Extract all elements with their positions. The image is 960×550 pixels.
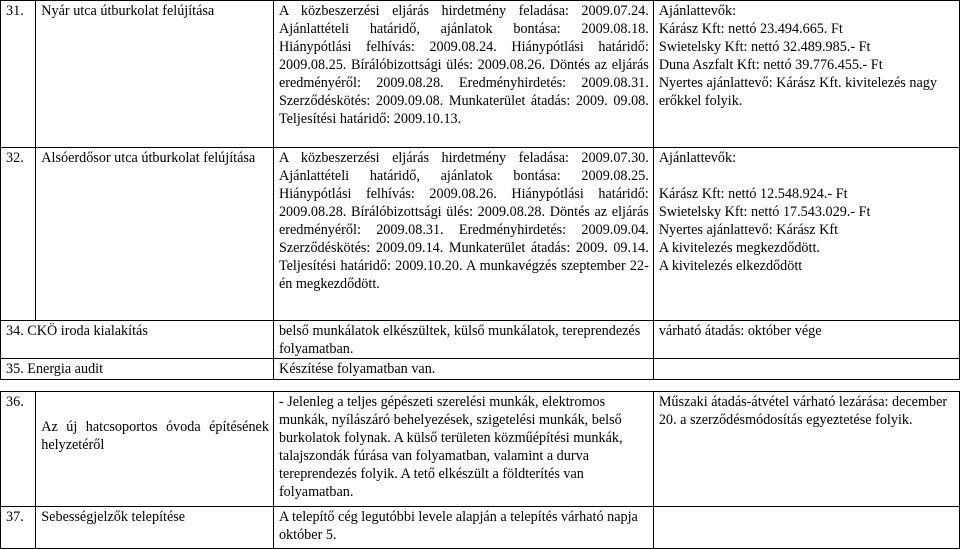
project-result: Ajánlattevők: Kárász Kft: nettó 12.548.924.- Ft Swietelsky Kft: nettó 17.543.029.- Ft Nyertes ajánlattevő: Kárász Kft A kivitelezés megkezdődött. A kivitelezés elkezdődött — [653, 148, 959, 321]
table-row — [1, 359, 960, 380]
project-result: Ajánlattevők: Kárász Kft: nettó 23.494.665. Ft Swietelsky Kft: nettó 32.489.985.- Ft Duna Aszfalt Kft: nettó 39.776.455.- Ft Nyertes ajánlattevő: Kárász Kft. kivitelezés nagy erőkkel folyik. — [653, 1, 959, 148]
project-description: A közbeszerzési eljárás hirdetmény feladása: 2009.07.24. Ajánlattételi határidő, ajánlatok bontása: 2009.08.18. Hiánypótlási felhívás: 2009.08.24. Hiánypótlási határidő: 2009.08.25. Bírálóbizottsági ülés: 2009.08.26. Döntés az eljárás eredményéről: 2009.08.28. Eredményhirdetés: 2009.08.31. Szerződéskötés: 2009.09.08. Munkaterület átadás: 2009. 09.08. Teljesítési határidő: 2009.10.13. — [273, 1, 653, 148]
project-title: Az új hatcsoportos óvoda építésének helyzetéről — [36, 392, 274, 507]
project-title: Nyár utca útburkolat felújítása — [36, 1, 274, 148]
project-result — [653, 507, 959, 549]
project-title: 35. Energia audit — [1, 359, 274, 380]
project-title: 34. CKÖ iroda kialakítás — [1, 321, 274, 359]
row-number: 36. — [1, 392, 36, 507]
project-description: A közbeszerzési eljárás hirdetmény feladása: 2009.07.30. Ajánlattételi határidő, ajánlatok bontása: 2009.08.25. Hiánypótlási felhívás: 2009.08.26. Hiánypótlási határidő: 2009.08.28. Bírálóbizottsági ülés: 2009.08.28. Döntés az eljárás eredményéről: 2009.08.31. Eredményhirdetés: 2009.09.04. Szerződéskötés: 2009.09.14. Munkaterület átadás: 2009. 09.14. Teljesítési határidő: 2009.10.20. A munkavégzés szeptember 22-én megkezdődött. — [273, 148, 653, 321]
project-description: A telepítő cég legutóbbi levele alapján a telepítés várható napja október 5. — [273, 507, 653, 549]
table-row — [1, 321, 960, 359]
project-title: Sebességjelzők telepítése — [36, 507, 274, 549]
empty-cell — [653, 359, 959, 380]
project-title: Alsóerdősor utca útburkolat felújítása — [36, 148, 274, 321]
row-number: 37. — [1, 507, 36, 549]
table-row — [1, 1, 960, 148]
table-row — [1, 507, 960, 549]
table-row — [1, 148, 960, 321]
project-description: Készítése folyamatban van. — [273, 359, 653, 380]
project-result: Műszaki átadás-átvétel várható lezárása: december 20. a szerződésmódosítás egyeztetése folyik. — [653, 392, 959, 507]
projects-table-continued — [0, 391, 960, 549]
row-number: 32. — [1, 148, 36, 321]
row-number: 31. — [1, 1, 36, 148]
project-result: várható átadás: október vége — [653, 321, 959, 359]
table-row — [1, 392, 960, 507]
project-description: - Jelenleg a teljes gépészeti szerelési munkák, elektromos munkák, nyílászáró behelyezések, szigetelési munkák, belső burkolatok folynak. A külső területen közműépítési munkák, talajszondák fúrása van folyamatban, valamint a durva tereprendezés folyik. A tető elkészült a földterítés van folyamatban. — [273, 392, 653, 507]
project-description: belső munkálatok elkészültek, külső munkálatok, tereprendezés folyamatban. — [273, 321, 653, 359]
